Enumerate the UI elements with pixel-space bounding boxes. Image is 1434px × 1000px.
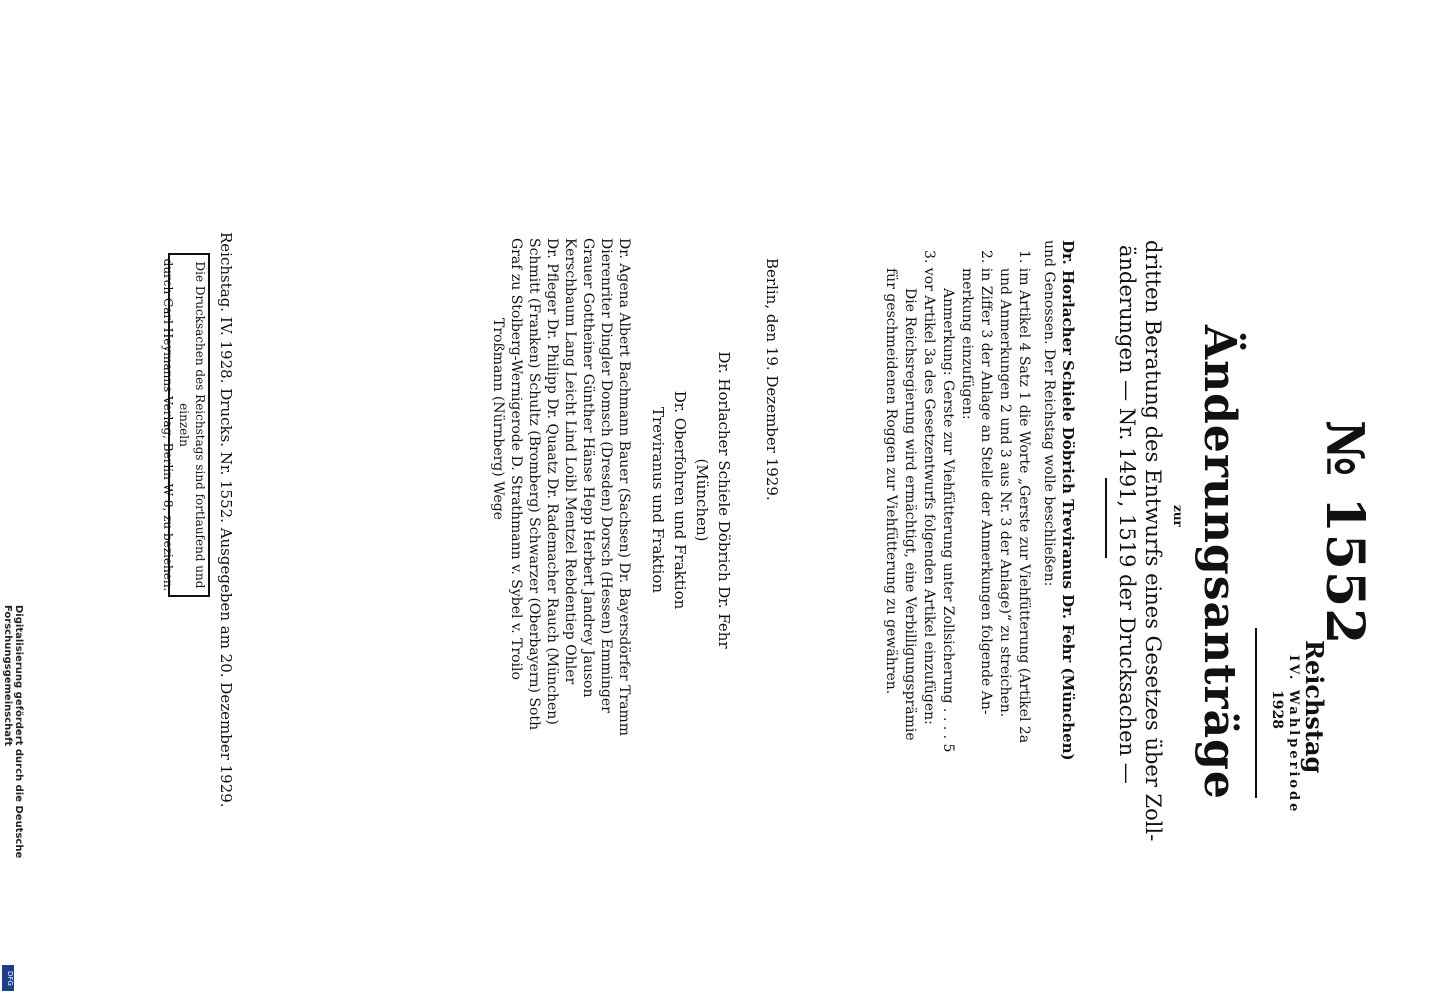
names-row: Dr. Pfleger Dr. Philipp Dr. Quaatz Dr. Rademacher Rauch (München) [544, 238, 560, 725]
signature-line: Dr. Oberfohren und Fraktion [671, 390, 689, 610]
subtitle-line-1: dritten Beratung des Entwurfs eines Gesetzes über Zoll- [1141, 240, 1165, 842]
list-item: 1. im Artikel 4 Satz 1 die Worte „Gerste zur Viehfütterung (Artikel 2a [1016, 250, 1032, 744]
footer-notice-box [161, 253, 210, 597]
names-row: Graf zu Stolberg-Wernigerode D. Strathmann v. Sybel v. Troilo [508, 238, 524, 680]
title-rule [1105, 478, 1107, 558]
signature-line: Treviranus und Fraktion [649, 406, 667, 594]
document-number: № 1552 [1314, 420, 1375, 646]
list-item: merkung einzufügen: [959, 268, 975, 420]
list-item: für geschmeidenen Roggen zur Viehfütterung zu gewähren. [883, 268, 899, 695]
header-rule [1255, 628, 1257, 798]
footer-notice-line: Die Drucksachen des Reichstags sind fortlaufend und einzeln [177, 261, 207, 589]
signature-line: Dr. Horlacher Schiele Döbrich Dr. Fehr (München) [693, 351, 733, 649]
document-title: Änderungsanträge [1194, 325, 1245, 800]
list-item: 2. in Ziffer 3 der Anlage an Stelle der Anmerkungen folgende An- [978, 250, 994, 715]
names-row: Kerschbaum Lang Leicht Lind Loibl Mentzel Rebdentiep Ohler [562, 238, 578, 685]
digitization-credit: Digitalisierung gefördert durch die Deutsche Forschungsgemeinschaft [2, 605, 24, 859]
zur-label: zur [1171, 505, 1185, 527]
names-row: Troßmann (Nürnberg) Wege [490, 318, 506, 520]
list-item: Anmerkung: Gerste zur Viehfütterung unter Zollsicherung . . . . 5 [940, 288, 956, 753]
list-item: und Anmerkungen 2 und 3 aus Nr. 3 der Anlage)“ zu streichen. [997, 268, 1013, 718]
names-row: Dr. Agena Albert Bachmann Bauer (Sachsen) Dr. Bayersdörfer Tramm [616, 238, 632, 736]
signature-block [647, 310, 735, 690]
wahlperiode-label: IV. Wahlperiode [1286, 655, 1301, 815]
names-row: Schmitt (Franken) Schultz (Bromberg) Schwarzer (Oberbayern) Soth [526, 238, 542, 731]
list-item: Die Reichsregierung wird ermächtigt, eine Verbilligungsprämie [902, 288, 918, 741]
date-line: Berlin, den 19. Dezember 1929. [763, 258, 781, 501]
reichstag-label: Reichstag [1300, 640, 1329, 774]
authors-line-2: und Genossen. Der Reichstag wolle beschließen: [1041, 240, 1057, 587]
subtitle-line-2: änderungen — Nr. 1491, 1519 der Drucksachen — [1115, 245, 1139, 784]
names-row: Dierenriter Dingler Domsch (Dresden) Dorsch (Hessen) Emminger [598, 238, 614, 713]
footer-notice-line: durch Carl Heymanns Verlag, Berlin W 8, zu beziehen. [161, 258, 175, 592]
names-row: Grauer Gottheiner Günther Hänse Hepp Herbert Jandrey Jauson [580, 238, 596, 698]
year-label: 1928 [1269, 690, 1285, 729]
amendment-list [881, 250, 1033, 810]
authors-line: Dr. Horlacher Schiele Döbrich Treviranus Dr. Fehr (München) [1059, 240, 1077, 761]
dfg-logo: DFG [2, 965, 14, 991]
names-list [489, 238, 633, 736]
rotated-document [115, 0, 1375, 1000]
footer-line: Reichstag. IV. 1928. Drucks. Nr. 1552. Ausgegeben am 20. Dezember 1929. [217, 232, 235, 808]
list-item: 3. vor Artikel 3a des Gesetzentwurfs folgenden Artikel einzufügen: [921, 250, 937, 725]
